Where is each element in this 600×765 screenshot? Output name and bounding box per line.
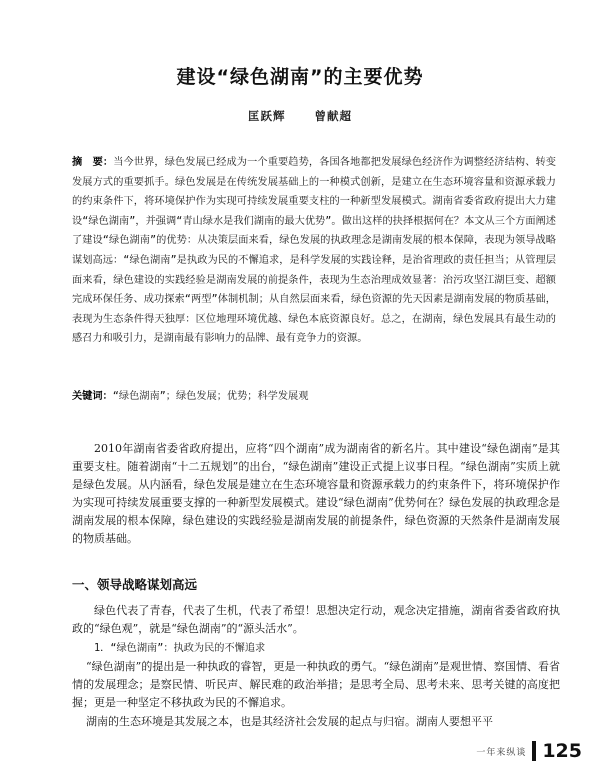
page-number: 125 [542,740,582,762]
page-footer [476,741,582,761]
author-line [0,108,600,124]
abstract-text: 当今世界，绿色发展已经成为一个重要趋势，各国各地都把发展绿色经济作为调整经济结构、转变发展方式的重要抓手。绿色发展是在传统发展基础上的一种模式创新，是建立在生态环境容量和资源承载力的约束条件下，将环境保护作为实现可持续发展重要支柱的一种新型发展模式。湖南省委省政府提出大力建设“绿色湖南”，并强调“青山绿水是我们湖南的最大优势”。做出这样的抉择根据何在？本文从三个方面阐述了建设“绿色湖南”的优势：从决策层面来看，绿色发展的执政理念是湖南发展的根本保障，表现为领导战略谋划高远：“绿色湖南”是执政为民的不懈追求，是科学发展的实践诠释，是治省理政的责任担当；从管理层面来看，绿色建设的实践经验是湖南发展的前提条件，表现为生态治理成效显著：治污攻坚江湖巨变、超额完成环保任务、成功探索“两型”体制机制；从自然层面来看，绿色资源的先天因素是湖南发展的物质基础，表现为生态条件得天独厚：区位地理环境优越、绿色本底资源良好。总之，在湖南，绿色发展具有最生动的感召力和吸引力，是湖南最有影响力的品牌、最有竞争力的资源。 [72,157,556,345]
keywords-label: 关键词： [72,391,113,402]
abstract [72,153,556,349]
section-paragraph: 绿色代表了青春，代表了生机，代表了希望！思想决定行动，观念决定措施，湖南省委省政府执政的“绿色观”，就是“绿色湖南”的“源头活水”。 [72,604,560,635]
article-title: 建设“绿色湖南”的主要优势 [176,66,424,88]
subsection-paragraph: “绿色湖南”的提出是一种执政的睿智，更是一种执政的勇气。“绿色湖南”是观世情、察国情、看省情的发展理念；是察民情、听民声、解民难的政治举措；是思考全局、思考未来、思考关键的高度把握；更是一种坚定不移执政为民的不懈追求。 [72,660,560,709]
abstract-label: 摘 要： [72,157,114,168]
subsection-heading: 1．“绿色湖南”：执政为民的不懈追求 [94,643,266,654]
journal-name: 一年来纵谈 [476,748,527,758]
keywords [72,387,556,402]
section-heading: 一、领导战略谋划高远 [72,577,198,592]
continued-paragraph: 湖南的生态环境是其发展之本，也是其经济社会发展的起点与归宿。湖南人要想平平 [86,715,493,728]
intro-paragraph: 2010年湖南省委省政府提出，应将“四个湖南”成为湖南省的新名片。其中建设“绿色湖南”是其重要支柱。随着湖南“十二五规划”的出台，“绿色湖南”建设正式提上议事日程。“绿色湖南”实质上就是绿色发展。从内涵看，绿色发展是建立在生态环境容量和资源承载力的约束条件下，将环境保护作为实现可持续发展重要支撑的一种新型发展模式。建设“绿色湖南”优势何在？绿色发展的执政理念是湖南发展的根本保障，绿色建设的实践经验是湖南发展的前提条件，绿色资源的天然条件是湖南发展的物质基础。 [72,442,560,545]
author-name: 曾献超 [314,109,352,123]
author-name: 匡跃辉 [247,109,286,123]
keywords-text: “绿色湖南”；绿色发展；优势；科学发展观 [112,391,309,402]
footer-bar [532,741,536,761]
